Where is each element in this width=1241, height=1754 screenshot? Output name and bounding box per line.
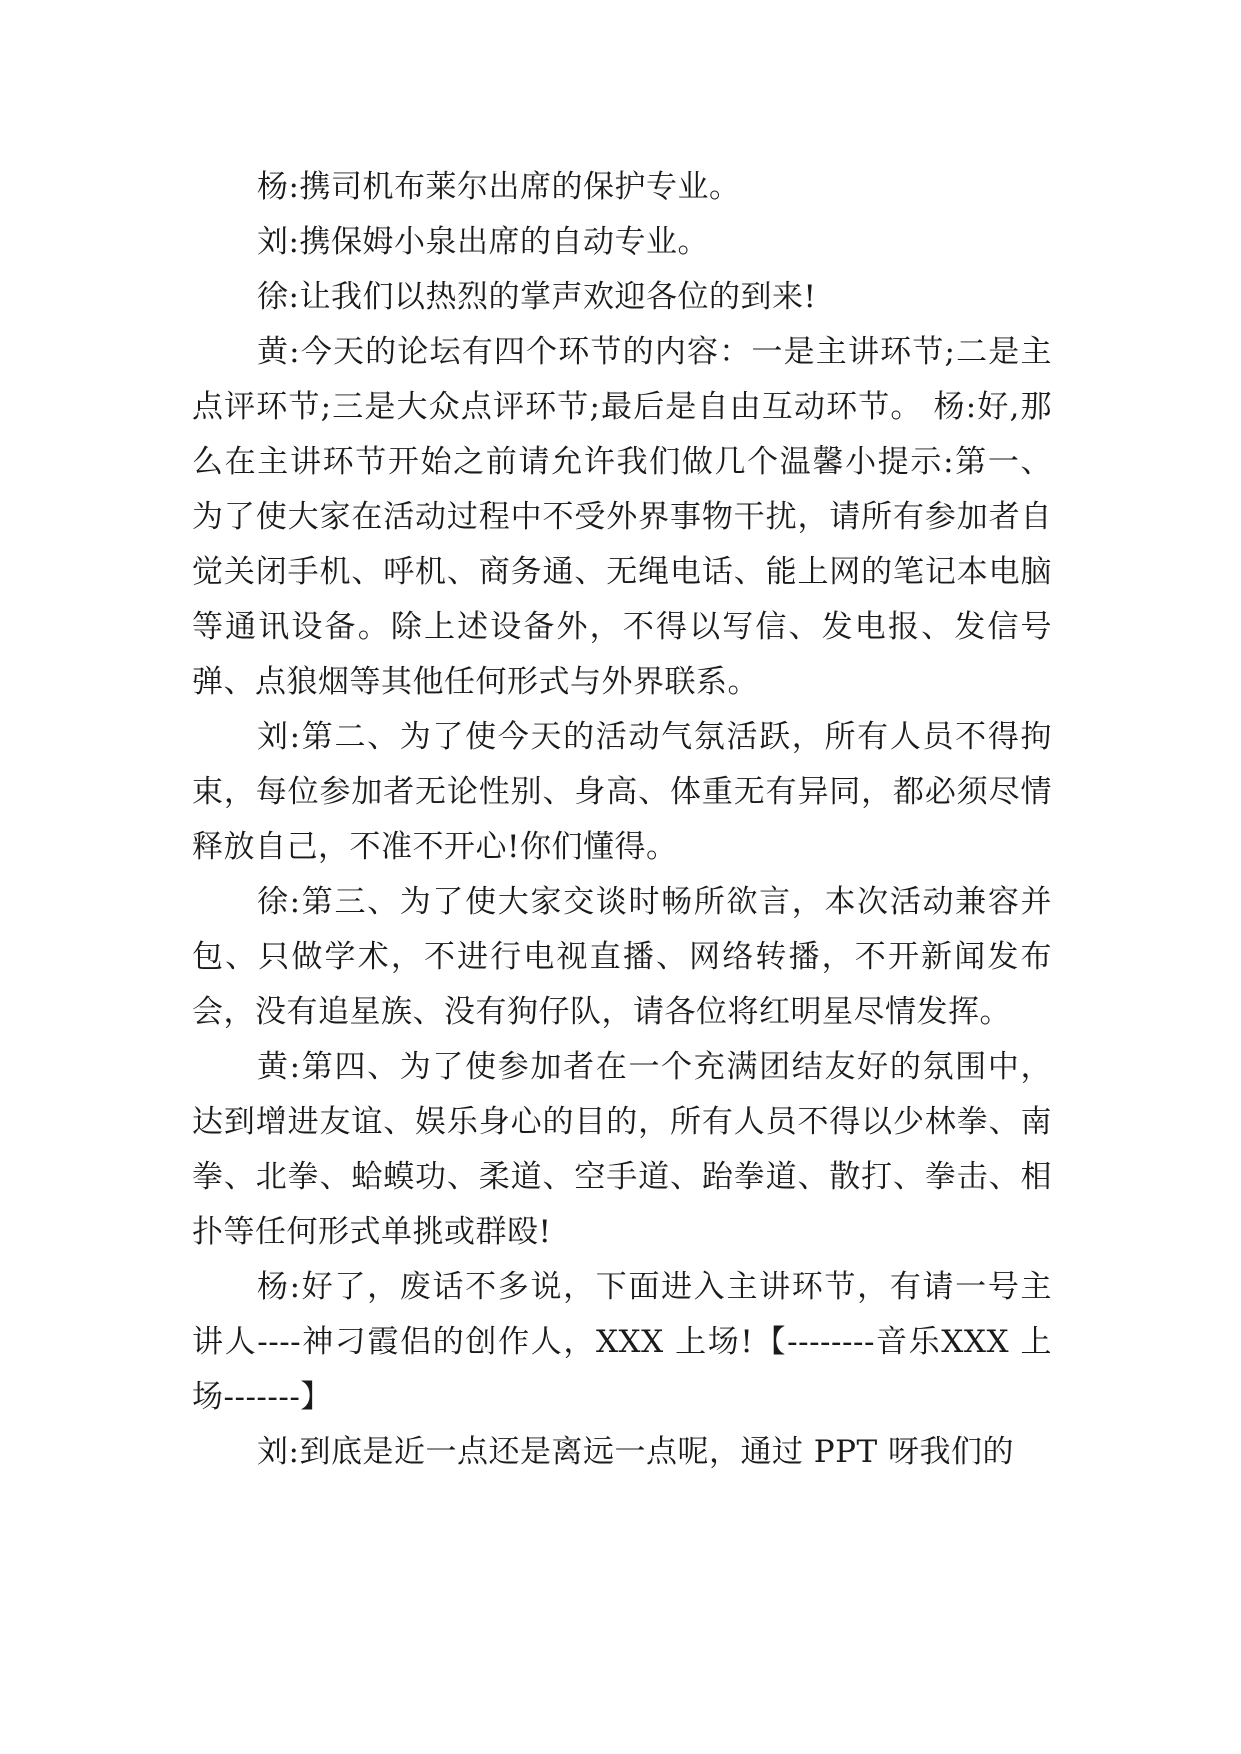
paragraph-liu-intro: 刘:携保姆小泉出席的自动专业。 (257, 224, 709, 260)
paragraph-xu-welcome: 徐:让我们以热烈的掌声欢迎各位的到来! (257, 279, 817, 315)
paragraph-yang-speaker: 杨:好了，废话不多说，下面进入主讲环节，有请一号主讲人----神刁霞侣的创作人，XXX 上场!【--------音乐XXX 上场-------】 (192, 1269, 1052, 1415)
paragraph-liu-ppt: 刘:到底是近一点还是离远一点呢，通过 PPT 呀我们的 (257, 1434, 1015, 1470)
paragraph-xu-third: 徐:第三、为了使大家交谈时畅所欲言，本次活动兼容并包、只做学术，不进行电视直播、网络转播，不开新闻发布会，没有追星族、没有狗仔队，请各位将红明星尽情发挥。 (192, 884, 1052, 1030)
paragraph-huang-fourth: 黄:第四、为了使参加者在一个充满团结友好的氛围中，达到增进友谊、娱乐身心的目的，所有人员不得以少林拳、南拳、北拳、蛤蟆功、柔道、空手道、跆拳道、散打、拳击、相扑等任何形式单挑或群殴! (192, 1049, 1052, 1250)
paragraph-yang-intro: 杨:携司机布莱尔出席的保护专业。 (257, 169, 741, 205)
document-body (192, 160, 1052, 1480)
paragraph-huang-agenda: 黄:今天的论坛有四个环节的内容：一是主讲环节;二是主点评环节;三是大众点评环节;最后是自由互动环节。 杨:好,那么在主讲环节开始之前请允许我们做几个温馨小提示:第一、为了使大家在活动过程中不受外界事物干扰，请所有参加者自觉关闭手机、呼机、商务通、无绳电话、能上网的笔记本电脑等通讯设备。除上述设备外，不得以写信、发电报、发信号弹、点狼烟等其他任何形式与外界联系。 (192, 334, 1052, 700)
paragraph-liu-second: 刘:第二、为了使今天的活动气氛活跃，所有人员不得拘束，每位参加者无论性别、身高、体重无有异同，都必须尽情释放自己，不准不开心!你们懂得。 (192, 719, 1052, 865)
